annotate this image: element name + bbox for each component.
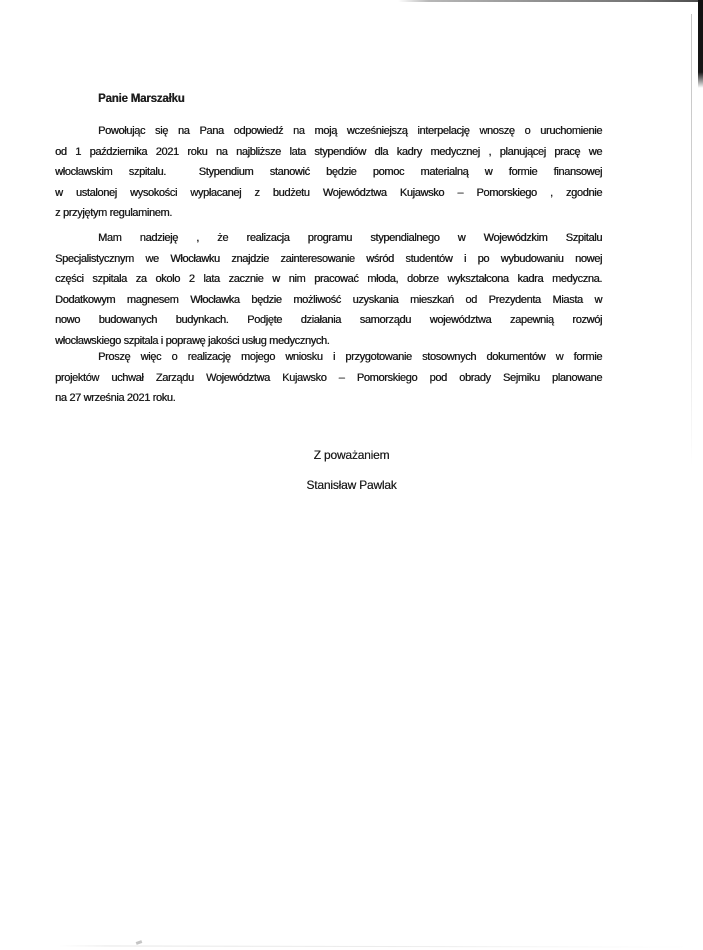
text-line: części szpitala za okolo 2 lata zacznie w nim pracować młoda, dobrze wykształcona kadra medyczna. [55,273,602,285]
signature-name: Stanisław Pawlak [306,478,397,492]
text-line: w ustalonej wysokości wypłacanej z budżetu Województwa Kujawsko – Pomorskiego , zgodnie [55,186,602,199]
text-line: nowo budowanych budynkach. Podjęte działania samorządu województwa zapewnią rozwój [55,314,602,326]
text-line: Mam nadzieję , że realizacja programu stypendialnego w Wojewódzkim Szpitalu [98,232,602,244]
closing-phrase: Z poważaniem [313,448,390,462]
paragraph-action-request [55,347,602,409]
salutation: Panie Marszałku [98,93,185,105]
text-line: na 27 września 2021 roku. [55,392,176,404]
paragraph-stipend-request [55,121,602,224]
text-line: Dodatkowym magnesem Włocławka będzie możliwość uzyskania mieszkań od Prezydenta Miasta w [55,293,602,306]
text-line: projektów uchwał Zarządu Województwa Kujawsko – Pomorskiego pod obrady Sejmiku planowane [55,371,602,384]
text-line: Powołując się na Pana odpowiedź na moją wcześniejszą interpelację wnoszę o uruchomienie [98,125,602,137]
scan-corner-mark [698,0,703,88]
text-line: Proszę więc o realizację mojego wniosku i przygotowanie stosownych dokumentów w formie [98,351,602,363]
text-line: Specjalistycznym we Włocławku znajdzie zainteresowanie wśród studentów i po wybudowaniu nowej [55,252,602,265]
scan-edge-right-line [691,14,692,466]
text-line: od 1 października 2021 roku na najbliższe lata stypendiów dla kadry medycznej , planującej pracę we [55,145,602,158]
text-line: włocławskiego szpitala i poprawę jakości usług medycznych. [55,334,330,347]
paragraph-program-hope [55,228,602,351]
letter-body [55,0,602,950]
text-line: włocławskim szpitalu. Stypendium stanowić będzie pomoc materialną w formie finansowej [55,166,602,178]
text-line: z przyjętym regulaminem. [55,207,172,219]
